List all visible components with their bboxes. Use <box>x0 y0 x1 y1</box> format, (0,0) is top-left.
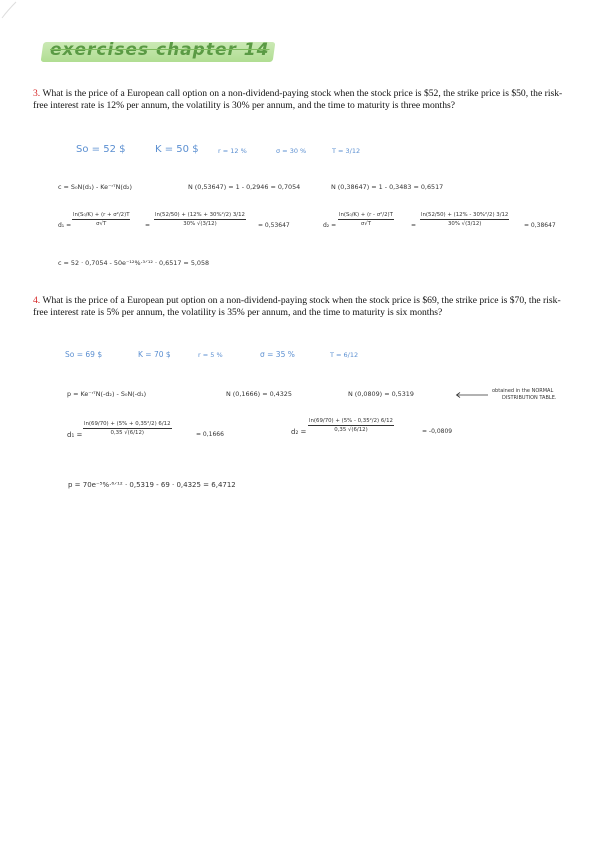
q4-d1-result: = 0,1666 <box>196 431 224 438</box>
q3-d1-denominator: 30% √(3/12) <box>183 221 217 227</box>
q4-given-s0: So = 69 $ <box>65 350 103 359</box>
q4-d1-fraction <box>83 421 172 436</box>
q3-d1-numerator: ln(52/50) + (12% + 30%²/2) 3/12 <box>155 212 245 218</box>
q4-table-note <box>492 388 556 402</box>
q4-d2-fraction <box>308 418 394 433</box>
q4-given-sigma: σ = 35 % <box>260 350 295 359</box>
q4-n-d1: N (0,1666) = 0,4325 <box>226 390 292 398</box>
question-3-text: What is the price of a European call option on a non-dividend-paying stock when the stock price is $52, the strike price is $50, the risk-free interest rate is 12% per annum, the volatility is 30% per annum, and the time to maturity is three months? <box>33 88 563 111</box>
q3-d2-general-denominator: σ√T <box>360 221 372 227</box>
q4-d1-denominator: 0,35 √(6/12) <box>110 430 144 436</box>
page-title: exercises chapter 14 <box>50 40 270 60</box>
q3-d2-general-numerator: ln(S₀/K) + (r - σ²/2)T <box>339 212 393 218</box>
q4-d2-label: d₂ = <box>291 428 307 436</box>
q3-given-k: K = 50 $ <box>155 144 199 155</box>
q3-d1-general-denominator: σ√T <box>96 221 107 227</box>
q4-formula: p = Ke⁻ʳᵀN(-d₂) - S₀N(-d₁) <box>67 390 147 398</box>
q4-given-k: K = 70 $ <box>138 350 171 359</box>
q3-n-d1: N (0,53647) = 1 - 0,2946 = 0,7054 <box>188 183 301 191</box>
q3-d2-denominator: 30% √(3/12) <box>447 221 482 227</box>
q4-note-line-2: DISTRIBUTION TABLE. <box>502 395 557 401</box>
q3-formula: c = S₀N(d₁) - Ke⁻ʳᵀN(d₂) <box>58 183 132 191</box>
question-4-text: What is the price of a European put option on a non-dividend-paying stock when the stock price is $69, the strike price is $70, the risk-free interest rate is 5% per annum, the volatility is 35% per annum, and the time to maturity is six months? <box>33 295 561 318</box>
q3-d1-fraction <box>154 212 246 227</box>
q4-note-line-1: obtained in the NORMAL <box>492 388 554 394</box>
q3-given-sigma: σ = 30 % <box>276 147 307 155</box>
q3-d1-label: d₁ = <box>58 222 72 229</box>
q3-d2-equals: = <box>411 222 417 229</box>
q4-d2-numerator: ln(69/70) + (5% - 0,35²/2) 6/12 <box>309 418 393 424</box>
question-3 <box>33 88 563 111</box>
q3-d1-general-numerator: ln(S₀/K) + (r + σ²/2)T <box>73 212 130 218</box>
q4-n-d2: N (0,0809) = 0,5319 <box>348 390 414 398</box>
q3-given-s0: So = 52 $ <box>76 144 126 155</box>
q3-d2-result: = 0,38647 <box>524 222 556 229</box>
q3-d2-numerator: ln(52/50) + (12% - 30%²/2) 3/12 <box>421 212 509 218</box>
q4-given-t: T = 6/12 <box>330 351 359 359</box>
q4-d1-label: d₁ = <box>67 431 83 439</box>
q4-given-r: r = 5 % <box>198 351 223 359</box>
q3-d2-label: d₂ = <box>323 222 337 229</box>
q3-n-d2: N (0,38647) = 1 - 0,3483 = 0,6517 <box>331 183 444 191</box>
q4-calculation: p = 70e⁻⁵%·⁶ᐟ¹² · 0,5319 - 69 · 0,4325 = 6,4712 <box>68 481 236 489</box>
question-3-number: 3. <box>33 88 41 99</box>
q4-d2-result: = -0,0809 <box>422 428 453 435</box>
question-4-number: 4. <box>33 295 41 306</box>
arrow-left-icon <box>455 392 489 398</box>
q3-d2-fraction <box>420 212 509 227</box>
q4-d1-numerator: ln(69/70) + (5% + 0,35²/2) 6/12 <box>84 421 171 427</box>
title-block <box>46 40 269 60</box>
q3-d1-equals: = <box>145 222 151 229</box>
q3-d1-result: = 0,53647 <box>258 222 290 229</box>
q3-calculation: c = 52 · 0,7054 - 50e⁻¹²%·³ᐟ¹² · 0,6517 = 5,058 <box>58 259 210 267</box>
q3-d2-general-fraction <box>338 212 394 227</box>
q3-d1-general-fraction <box>72 212 130 227</box>
q4-d2-denominator: 0,35 √(6/12) <box>334 427 368 433</box>
q3-given-r: r = 12 % <box>218 147 247 155</box>
page-corner-mark <box>0 0 30 30</box>
question-4 <box>33 295 563 318</box>
q3-given-t: T = 3/12 <box>332 147 361 155</box>
